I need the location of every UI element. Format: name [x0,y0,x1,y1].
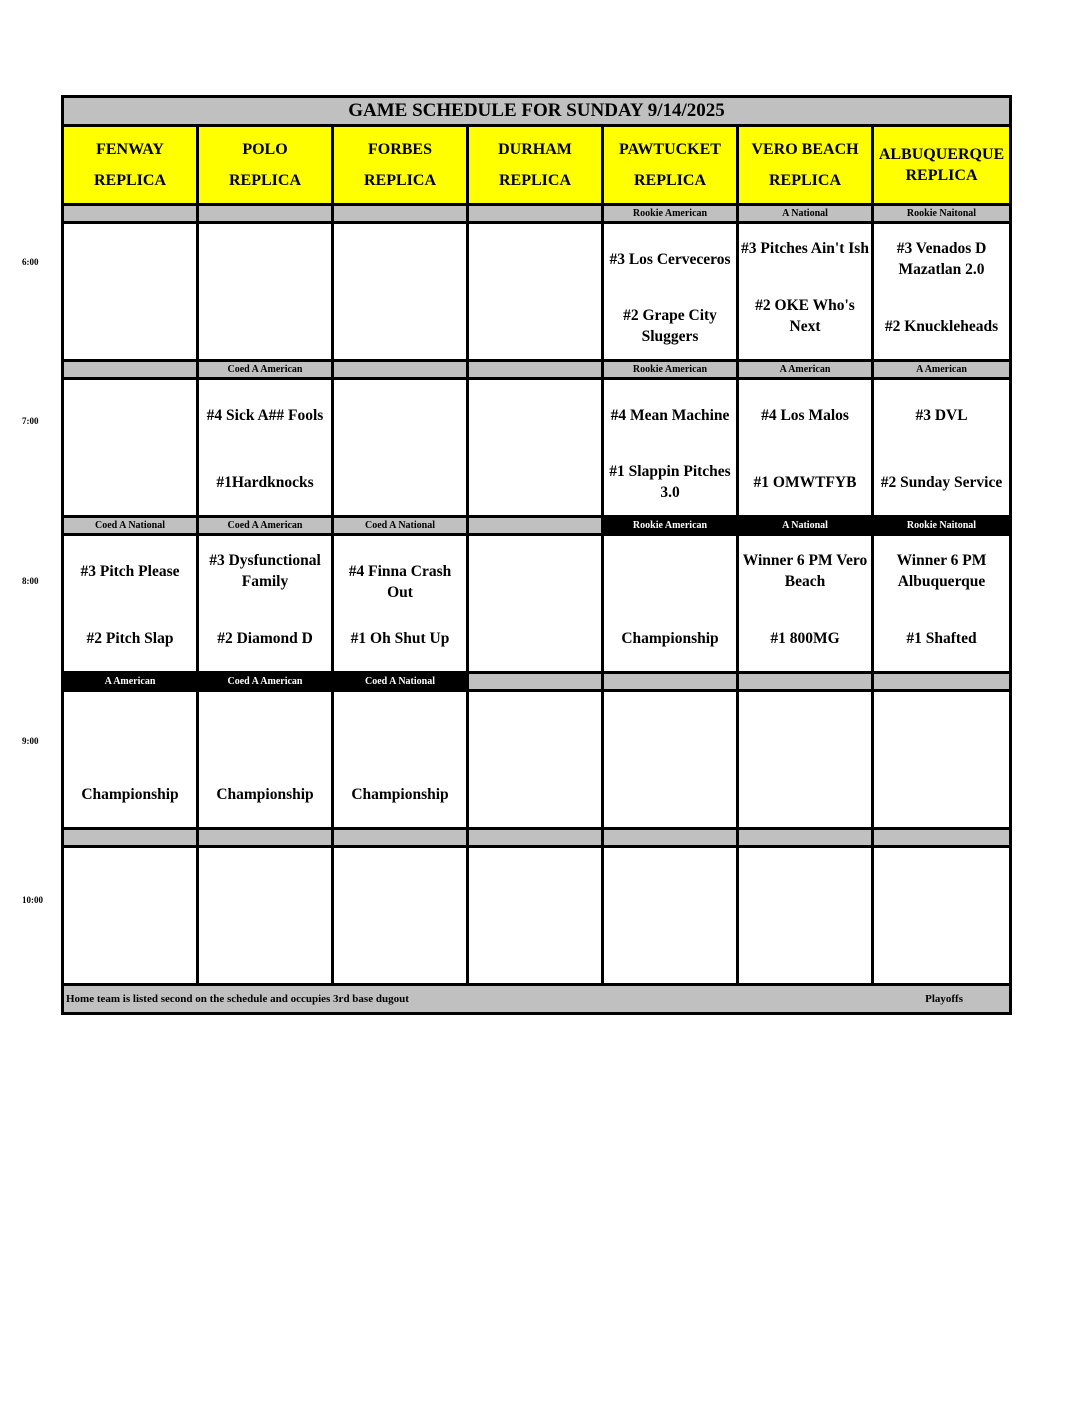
division-label [333,829,468,847]
field-sub: REPLICA [498,172,571,189]
away-team: #4 Finna Crash Out [348,563,452,601]
game-cell [603,847,738,985]
division-label [63,205,198,223]
field-header-forbes [333,126,468,205]
division-label [738,673,873,691]
field-header-albuquerque [873,126,1011,205]
division-label: Rookie American [603,361,738,379]
home-team: #1 800MG [770,630,840,647]
field-sub: REPLICA [768,172,841,189]
away-team: #3 Pitch Please [80,563,180,580]
division-label [63,829,198,847]
home-team: #1 OMWTFYB [753,474,857,491]
game-cell [198,535,333,673]
field-header-polo [198,126,333,205]
field-header-vero-beach [738,126,873,205]
game-cell [333,691,468,829]
division-label: Rookie Naitonal [873,517,1011,535]
division-label: Rookie Naitonal [873,205,1011,223]
away-team: #3 Pitches Ain't Ish [741,240,869,257]
field-header-durham [468,126,603,205]
away-team: #3 Venados D Mazatlan 2.0 [896,240,987,278]
game-cell [873,847,1011,985]
division-label: Rookie American [603,517,738,535]
game-cell [873,223,1011,361]
game-cell [603,691,738,829]
division-label: A National [738,205,873,223]
field-name: VERO BEACH [751,141,859,158]
division-label [468,361,603,379]
footer-bar [63,985,1011,1014]
game-cell [603,535,738,673]
game-cell [198,847,333,985]
home-team: #2 Diamond D [217,630,313,647]
game-row [63,535,1011,673]
division-label [873,829,1011,847]
division-label: Coed A National [333,517,468,535]
home-team: #2 Knuckleheads [884,318,999,335]
division-label [63,361,198,379]
game-cell [333,847,468,985]
game-cell [468,847,603,985]
home-team: #1 Slappin Pitches 3.0 [609,463,731,501]
field-sub: REPLICA [228,172,301,189]
game-cell [468,535,603,673]
division-label [333,205,468,223]
division-label [603,829,738,847]
division-label [738,829,873,847]
division-label [603,673,738,691]
away-team: #3 Los Cerveceros [609,251,731,268]
game-cell [468,223,603,361]
field-header-pawtucket [603,126,738,205]
game-cell [468,379,603,517]
time-label: 8:00 [22,576,39,586]
home-team: Championship [351,786,449,803]
footer-note: Home team is listed second on the schedule and occupies 3rd base dugout [66,993,409,1005]
home-team: #2 OKE Who's Next [755,297,855,335]
schedule-table [61,95,1012,1015]
game-cell [333,379,468,517]
schedule-title: GAME SCHEDULE FOR SUNDAY 9/14/2025 [63,97,1011,126]
division-label [198,829,333,847]
division-label [333,361,468,379]
home-team: Championship [216,786,314,803]
division-label: Coed A American [198,673,333,691]
game-cell [198,223,333,361]
field-header-row [63,126,1011,205]
game-cell [63,223,198,361]
field-header-fenway [63,126,198,205]
division-label: A American [873,361,1011,379]
home-team: Championship [81,786,179,803]
home-team: #1 Oh Shut Up [350,630,450,647]
division-row [63,829,1011,847]
game-cell [738,535,873,673]
division-label [468,673,603,691]
away-team: #4 Los Malos [761,407,849,424]
division-row [63,205,1011,223]
game-cell [738,379,873,517]
away-team: #3 Dysfunctional Family [209,552,321,590]
away-team: Winner 6 PM Vero Beach [742,552,868,590]
division-label [468,205,603,223]
away-team: #4 Sick A## Fools [206,407,324,424]
division-label [198,205,333,223]
division-row [63,673,1011,691]
away-team: #4 Mean Machine [610,407,730,424]
division-label: Coed A American [198,517,333,535]
game-cell [603,379,738,517]
division-label [468,829,603,847]
division-label [468,517,603,535]
division-label: Coed A National [333,673,468,691]
game-row [63,379,1011,517]
division-label: A American [63,673,198,691]
game-row [63,847,1011,985]
time-label: 10:00 [22,895,43,905]
game-cell [738,847,873,985]
game-cell [738,691,873,829]
field-name: DURHAM [498,141,572,158]
field-name: POLO [242,141,288,158]
game-cell [738,223,873,361]
field-sub: REPLICA [363,172,436,189]
game-row [63,691,1011,829]
field-sub: REPLICA [633,172,706,189]
game-cell [468,691,603,829]
game-cell [63,847,198,985]
away-team: #3 DVL [915,407,968,424]
game-cell [63,691,198,829]
game-row [63,223,1011,361]
game-cell [603,223,738,361]
field-name: FENWAY [96,141,164,158]
game-cell [198,379,333,517]
home-team: #2 Sunday Service [880,474,1003,491]
field-sub: REPLICA [93,172,166,189]
division-row [63,517,1011,535]
division-label: A National [738,517,873,535]
division-label: A American [738,361,873,379]
field-name: FORBES [367,141,432,158]
division-label: Coed A National [63,517,198,535]
game-cell [873,535,1011,673]
field-name: PAWTUCKET [619,141,721,158]
game-cell [873,691,1011,829]
home-team: Championship [621,630,719,647]
game-cell [333,535,468,673]
division-label: Rookie American [603,205,738,223]
time-slots [63,205,1011,985]
game-cell [63,535,198,673]
game-cell [873,379,1011,517]
game-cell [63,379,198,517]
division-label [873,673,1011,691]
home-team: #2 Pitch Slap [86,630,174,647]
time-label: 9:00 [22,736,39,746]
home-team: #1 Shafted [906,630,977,647]
game-cell [198,691,333,829]
home-team: #2 Grape City Sluggers [623,307,717,345]
division-label: Coed A American [198,361,333,379]
game-cell [333,223,468,361]
field-sub: REPLICA [905,167,978,184]
time-label: 6:00 [22,257,39,267]
time-label: 7:00 [22,416,39,426]
field-name: ALBUQUERQUE [878,146,1005,163]
away-team: Winner 6 PM Albuquerque [896,552,987,590]
footer-playoffs: Playoffs [925,993,963,1005]
home-team: #1Hardknocks [216,474,314,491]
division-row [63,361,1011,379]
